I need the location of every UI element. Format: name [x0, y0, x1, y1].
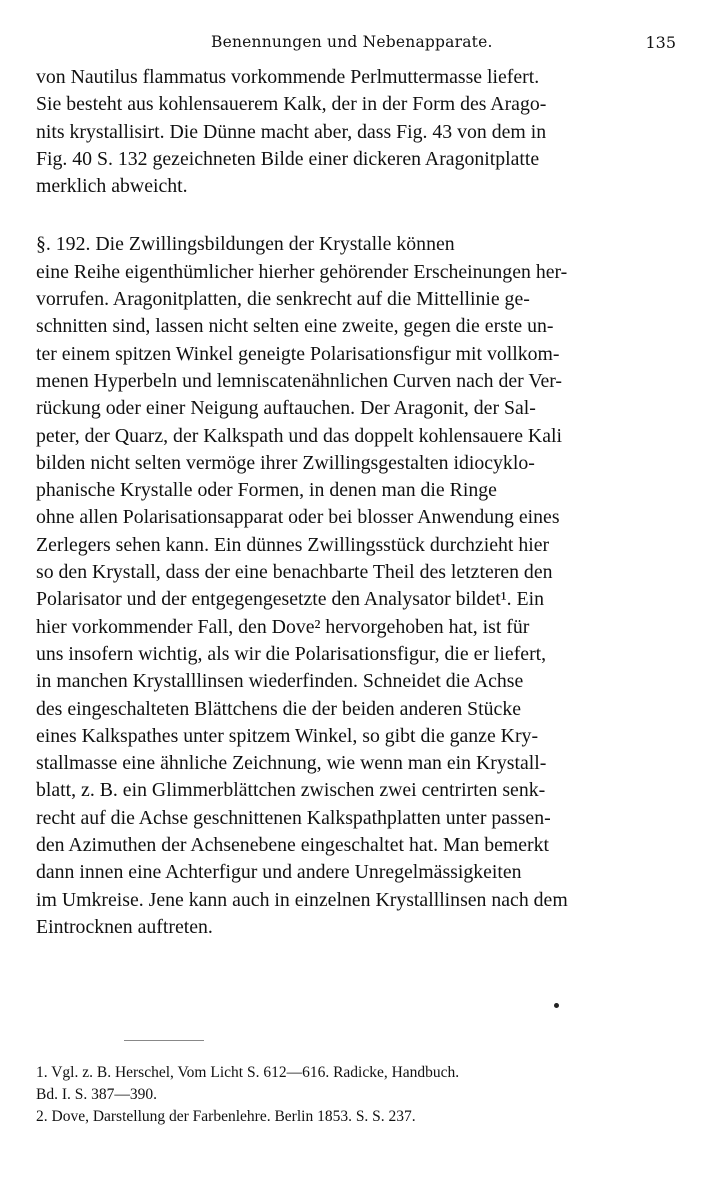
page-number: 135	[645, 33, 676, 52]
footnotes	[36, 1062, 676, 1128]
running-head-title: Benennungen und Nebenapparate.	[211, 33, 493, 51]
paragraph-section-192: §. 192. Die Zwillingsbildungen der Krystalle können eine Reihe eigenthümlicher hierher gehörender Erscheinungen her- vorrufen. Aragonitplatten, die senkrecht auf die Mittellinie ge- schnitten sind, lassen nicht selten eine zweite, gegen die erste un- ter einem spitzen Winkel geneigte Polarisationsfigur mit vollkom- menen Hyperbeln und lemniscatenähnlichen Curven nach der Ver- rückung oder einer Neigung auftauchen. Der Aragonit, der Sal- peter, der Quarz, der Kalkspath und das doppelt kohlensauere Kali bilden nicht selten vermöge ihrer Zwillingsgestalten idiocyklo- phanische Krystalle oder Formen, in denen man die Ringe ohne allen Polarisationsapparat oder bei blosser Anwendung eines Zerlegers sehen kann. Ein dünnes Zwillingsstück durchzieht hier so den Krystall, dass der eine benachbarte Theil des letzteren den Polarisator und der entgegengesetzte den Analysator bildet¹. Ein hier vorkommender Fall, den Dove² hervorgehoben hat, ist für uns insofern wichtig, als wir die Polarisationsfigur, die er liefert, in manchen Krystalllinsen wiederfinden. Schneidet die Achse des eingeschalteten Blättchens die der beiden anderen Stücke eines Kalkspathes unter spitzem Winkel, so gibt die ganze Kry- stallmasse eine ähnliche Zeichnung, wie wenn man ein Krystall- blatt, z. B. ein Glimmerblättchen zwischen zwei centrirten senk- recht auf die Achse geschnittenen Kalkspathplatten unter passen- den Azimuthen der Achsenebene eingeschaltet hat. Man bemerkt dann innen eine Achterfigur und andere Unregelmässigkeiten im Umkreise. Jene kann auch in einzelnen Krystalllinsen nach dem Eintrocknen auftreten.	[36, 233, 568, 938]
paragraph-continuation: von Nautilus flammatus vorkommende Perlmuttermasse liefert. Sie besteht aus kohlensauerem Kalk, der in der Form des Arago- nits krystallisirt. Die Dünne macht aber, dass Fig. 43 von dem in Fig. 40 S. 132 gezeichneten Bilde einer dickeren Aragonitplatte merklich abweicht.	[36, 66, 547, 198]
ink-speck	[554, 1003, 559, 1008]
body-text	[36, 64, 676, 941]
book-page	[36, 0, 676, 1200]
footnote-divider	[124, 1040, 204, 1041]
footnote-1: 1. Vgl. z. B. Herschel, Vom Licht S. 612—616. Radicke, Handbuch. Bd. I. S. 387—390.	[36, 1064, 460, 1103]
running-head	[36, 33, 676, 57]
footnote-2: 2. Dove, Darstellung der Farbenlehre. Berlin 1853. S. S. 237.	[36, 1108, 416, 1125]
